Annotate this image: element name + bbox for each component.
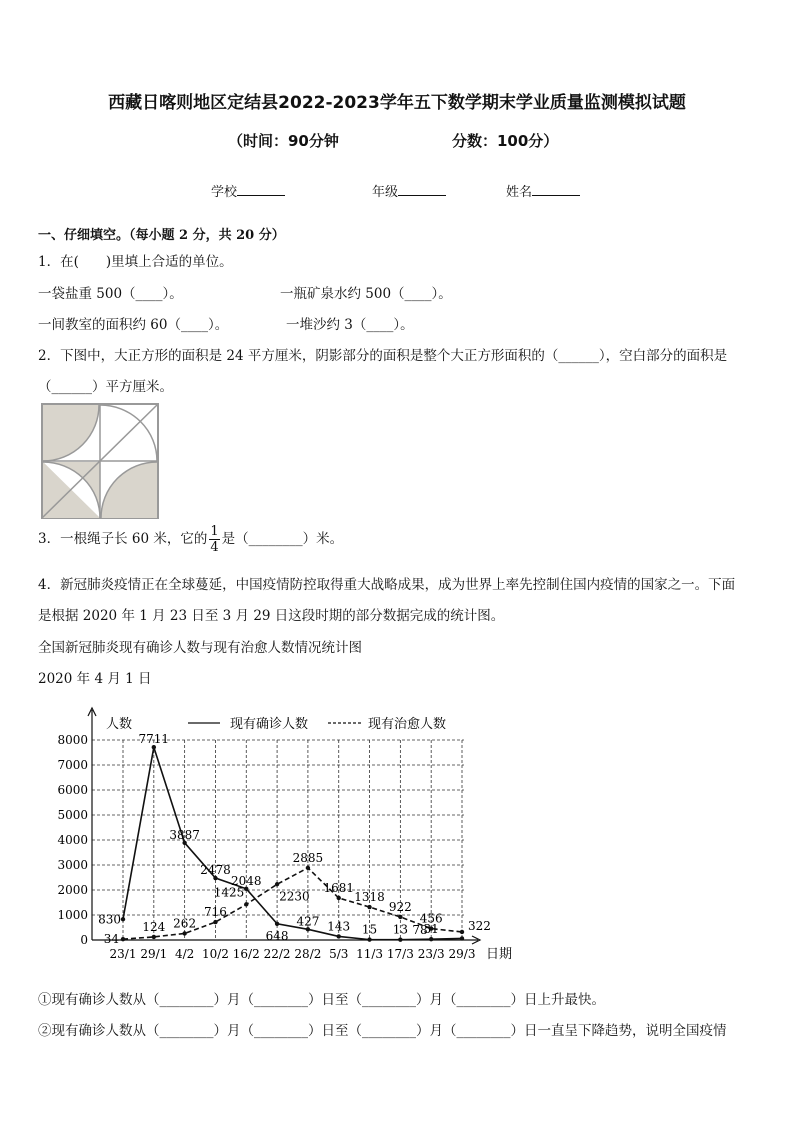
x-tick-label: 5/3 (329, 947, 349, 961)
cured-data-label: 1318 (354, 890, 385, 905)
cured-data-label: 1425 (213, 885, 245, 900)
y-tick-label: 0 (80, 933, 88, 947)
cured-point (460, 930, 464, 934)
confirmed-data-label: 830 (98, 912, 121, 927)
y-tick-label: 1000 (57, 908, 88, 922)
cured-data-label: 124 (142, 919, 166, 934)
q2-line-1: 2．下图中，大正方形的面积是 24 平方厘米，阴影部分的面积是整个大正方形面积的（______），空白部分的面积是 (38, 348, 728, 364)
q1-item-4: 一堆沙约 3（____）。 (286, 317, 414, 333)
q4-line-2: 是根据 2020 年 1 月 23 日至 3 月 29 日这段时期的部分数据完成的统计图。 (38, 608, 505, 624)
cured-data-label: 456 (419, 911, 443, 926)
confirmed-point (275, 922, 279, 926)
cured-data-label: 1681 (323, 880, 355, 895)
confirmed-point (398, 937, 402, 941)
q3-fraction (209, 524, 219, 555)
cured-point (306, 866, 310, 870)
x-tick-label: 23/3 (417, 947, 445, 961)
q3-after: 是（________）米。 (221, 531, 344, 547)
cured-data-label: 262 (173, 916, 197, 931)
page-title: 西藏日喀则地区定结县2022-2023学年五下数学期末学业质量监测模拟试题 (108, 93, 686, 113)
confirmed-data-label: 2478 (200, 863, 231, 878)
q1-item-3: 一间教室的面积约 60（____）。 (38, 317, 229, 333)
y-axis-label: 人数 (106, 717, 133, 732)
section-heading: 一、仔细填空。（每小题 2 分，共 20 分） (38, 228, 285, 243)
cured-data-label: 716 (204, 905, 227, 920)
confirmed-data-label: 427 (296, 914, 320, 929)
y-tick-label: 7000 (57, 758, 88, 772)
q3-line (38, 524, 343, 555)
legend-confirmed: 现有确诊人数 (230, 717, 309, 732)
q3-frac-num: 1 (210, 524, 219, 539)
chart-date: 2020 年 4 月 1 日 (38, 671, 152, 687)
school-label: 学校 (211, 185, 238, 200)
q1-stem: 1．在( )里填上合适的单位。 (38, 254, 233, 270)
cured-point (398, 915, 402, 919)
x-tick-label: 11/3 (356, 947, 384, 961)
cured-point (182, 931, 186, 935)
name-label: 姓名 (506, 185, 533, 200)
q3-before: 3．一根绳子长 60 米，它的 (38, 531, 208, 547)
confirmed-data-label: 31 (423, 922, 439, 937)
y-tick-label: 5000 (57, 808, 88, 822)
x-tick-label: 28/2 (294, 947, 322, 961)
cured-data-label: 34 (103, 932, 119, 947)
y-tick-label: 4000 (57, 833, 88, 847)
x-tick-label: 22/2 (263, 947, 291, 961)
cured-data-label: 922 (388, 899, 412, 914)
x-tick-label: 4/2 (174, 947, 195, 961)
x-tick-label: 29/1 (140, 947, 168, 961)
cured-point (213, 920, 217, 924)
exam-score: 分数：100分） (452, 132, 559, 150)
cured-point (275, 882, 279, 886)
confirmed-data-label: 3887 (169, 827, 200, 842)
q1-item-1: 一袋盐重 500（____）。 (38, 286, 183, 302)
confirmed-point (460, 936, 464, 940)
x-axis-label: 日期 (486, 947, 513, 962)
q4-line-1: 4．新冠肺炎疫情正在全球蔓延，中国疫情防控取得重大战略成果，成为世界上率先控制住国内疫情的国家之一。下面 (38, 577, 736, 593)
q1-item-2: 一瓶矿泉水约 500（____）。 (280, 286, 452, 302)
cured-data-label: 2230 (279, 889, 310, 904)
name-field[interactable] (506, 181, 580, 200)
grade-label: 年级 (372, 185, 399, 200)
square-figure (40, 402, 160, 520)
x-tick-label: 23/1 (109, 947, 137, 961)
legend-cured: 现有治愈人数 (368, 717, 447, 732)
x-tick-label: 16/2 (232, 947, 260, 961)
confirmed-data-label: 15 (361, 922, 378, 937)
school-field[interactable] (211, 181, 285, 200)
x-tick-label: 10/2 (201, 947, 229, 961)
confirmed-point (337, 934, 341, 938)
y-tick-label: 3000 (57, 858, 88, 872)
y-tick-label: 8000 (57, 733, 88, 747)
cured-point (367, 905, 371, 909)
cured-point (244, 902, 248, 906)
cured-data-label: 2885 (292, 850, 324, 865)
q3-frac-den: 4 (210, 540, 219, 555)
confirmed-data-label: 7711 (138, 732, 170, 747)
chart-title: 全国新冠肺炎现有确诊人数与现有治愈人数情况统计图 (38, 640, 362, 656)
extra-data-label: 78 (412, 923, 428, 938)
cured-data-label: 322 (468, 918, 491, 933)
y-tick-label: 6000 (57, 783, 88, 797)
confirmed-data-label: 2048 (230, 873, 262, 888)
grade-field[interactable] (372, 181, 446, 200)
cured-point (121, 937, 125, 941)
exam-time: （时间：90分钟 (228, 132, 339, 150)
x-tick-label: 17/3 (386, 947, 414, 961)
q2-line-2: （______）平方厘米。 (38, 379, 173, 395)
confirmed-data-label: 13 (392, 922, 409, 937)
x-tick-label: 29/3 (448, 947, 476, 961)
confirmed-point (429, 937, 433, 941)
cured-point (152, 935, 156, 939)
y-tick-label: 2000 (57, 883, 88, 897)
confirmed-point (121, 917, 125, 921)
q4-sub-1: ①现有确诊人数从（________）月（________）日至（________）月（________）日上升最快。 (38, 992, 605, 1008)
q4-sub-2: ②现有确诊人数从（________）月（________）日至（________）月（________）日一直呈下降趋势，说明全国疫情 (38, 1023, 727, 1039)
line-chart (40, 700, 540, 968)
confirmed-data-label: 648 (265, 928, 289, 943)
confirmed-point (367, 937, 371, 941)
cured-point (337, 896, 341, 900)
confirmed-data-label: 143 (327, 919, 351, 934)
